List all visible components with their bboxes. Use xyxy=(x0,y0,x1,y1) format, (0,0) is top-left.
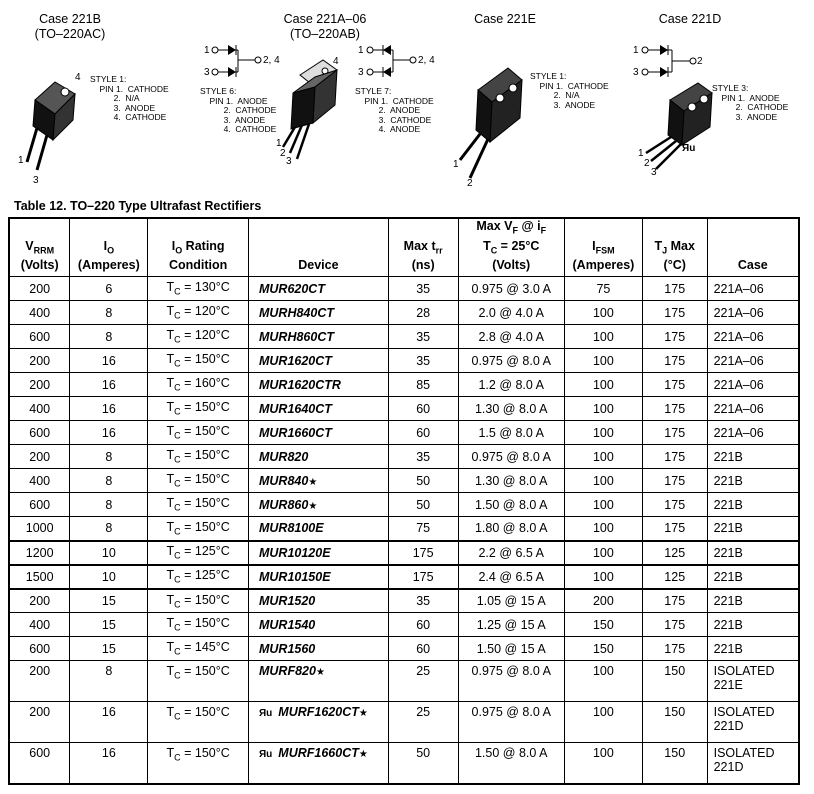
device-cell: MUR620CT xyxy=(248,277,388,301)
style-3-legend: STYLE 3: PIN 1. ANODE 2. CATHODE 3. ANODE xyxy=(712,83,789,122)
tj-cell: 175 xyxy=(642,613,707,637)
star-icon: ★ xyxy=(315,667,325,678)
table-row xyxy=(9,637,799,661)
trr-cell: 35 xyxy=(388,445,458,469)
case-221e-title: Case 221E xyxy=(474,12,536,26)
ifsm-cell: 100 xyxy=(564,743,642,784)
condition-cell: $T_C = 150^\circ C$ xyxy=(148,349,249,373)
ifsm-cell: 75 xyxy=(564,277,642,301)
table-row xyxy=(9,445,799,469)
ul-recognized-icon: Яu xyxy=(258,708,273,719)
device-cell: MUR1640CT xyxy=(248,397,388,421)
star-icon: ★ xyxy=(358,708,368,719)
condition-cell: $T_C = 125^\circ C$ xyxy=(148,565,249,589)
star-icon: ★ xyxy=(358,749,368,760)
style-6-legend: STYLE 6: PIN 1. ANODE 2. CATHODE 3. ANODE 4. CATHODE xyxy=(200,86,277,134)
vf-cell: 1.30 @ 8.0 A xyxy=(458,397,564,421)
col-vrrm: $V_{RRM}$ (Volts) xyxy=(9,218,70,277)
ifsm-cell: 100 xyxy=(564,493,642,517)
to220ac-package-drawing xyxy=(15,70,85,180)
style6-pin3: 3 xyxy=(204,67,210,78)
table-row xyxy=(9,517,799,541)
trr-cell: 175 xyxy=(388,541,458,565)
tj-cell: 175 xyxy=(642,301,707,325)
device-cell: MUR1620CT xyxy=(248,349,388,373)
style-7-legend: STYLE 7: PIN 1. CATHODE 2. ANODE 3. CATHODE 4. ANODE xyxy=(355,86,434,134)
condition-cell: $T_C = 120^\circ C$ xyxy=(148,301,249,325)
vf-cell: 2.8 @ 4.0 A xyxy=(458,325,564,349)
trr-cell: 35 xyxy=(388,349,458,373)
device-cell: MURF820★ xyxy=(248,661,388,702)
device-cell: MUR1620CTR xyxy=(248,373,388,397)
condition-cell: $T_C = 160^\circ C$ xyxy=(148,373,249,397)
case-cell: ISOLATED 221E xyxy=(707,661,799,702)
pin-3-label: 3 xyxy=(33,175,39,186)
style3-pin1: 1 xyxy=(633,45,639,56)
table-row xyxy=(9,589,799,613)
pkg221d-pin3: 3 xyxy=(651,167,657,178)
io-cell: 10 xyxy=(70,565,148,589)
io-cell: 15 xyxy=(70,637,148,661)
device-cell: MURH840CT xyxy=(248,301,388,325)
device-cell: Яu MURF1660CT★ xyxy=(248,743,388,784)
rectifier-table xyxy=(8,217,800,785)
table-row xyxy=(9,325,799,349)
io-cell: 10 xyxy=(70,541,148,565)
ifsm-cell: 100 xyxy=(564,661,642,702)
table-row xyxy=(9,301,799,325)
tj-cell: 150 xyxy=(642,743,707,784)
pkg221e-pin1: 1 xyxy=(453,159,459,170)
vrrm-cell: 200 xyxy=(9,277,70,301)
condition-cell: $T_C = 150^\circ C$ xyxy=(148,613,249,637)
case-cell: 221B xyxy=(707,613,799,637)
trr-cell: 50 xyxy=(388,493,458,517)
tj-cell: 175 xyxy=(642,373,707,397)
star-icon: ★ xyxy=(308,500,318,512)
io-cell: 16 xyxy=(70,349,148,373)
trr-cell: 35 xyxy=(388,589,458,613)
vrrm-cell: 400 xyxy=(9,469,70,493)
tj-cell: 175 xyxy=(642,349,707,373)
case-221b-title: Case 221B (TO–220AC) xyxy=(34,12,106,41)
case-cell: 221B xyxy=(707,541,799,565)
io-cell: 15 xyxy=(70,613,148,637)
device-cell: MURH860CT xyxy=(248,325,388,349)
table-row xyxy=(9,493,799,517)
tj-cell: 175 xyxy=(642,517,707,541)
case-221a-title: Case 221A–06 (TO–220AB) xyxy=(283,12,367,41)
vf-cell: 0.975 @ 8.0 A xyxy=(458,445,564,469)
table-row xyxy=(9,397,799,421)
trr-cell: 60 xyxy=(388,637,458,661)
ifsm-cell: 100 xyxy=(564,702,642,743)
condition-cell: $T_C = 120^\circ C$ xyxy=(148,325,249,349)
vrrm-cell: 200 xyxy=(9,661,70,702)
tj-cell: 125 xyxy=(642,541,707,565)
ifsm-cell: 100 xyxy=(564,349,642,373)
case-221d-title: Case 221D xyxy=(658,12,722,26)
pkg221d-pin2: 2 xyxy=(644,158,650,169)
case-cell: 221A–06 xyxy=(707,421,799,445)
table-row xyxy=(9,469,799,493)
table-row xyxy=(9,743,799,784)
case-cell: ISOLATED 221D xyxy=(707,743,799,784)
to220ab-package-drawing xyxy=(275,55,350,170)
vf-cell: 2.2 @ 6.5 A xyxy=(458,541,564,565)
vf-cell: 1.5 @ 8.0 A xyxy=(458,421,564,445)
device-cell: MUR8100E xyxy=(248,517,388,541)
device-cell: MUR10120E xyxy=(248,541,388,565)
vrrm-cell: 600 xyxy=(9,493,70,517)
case-cell: 221A–06 xyxy=(707,349,799,373)
vrrm-cell: 400 xyxy=(9,301,70,325)
device-cell: MUR1520 xyxy=(248,589,388,613)
style6-pin24: 2, 4 xyxy=(263,55,280,66)
case-cell: 221B xyxy=(707,589,799,613)
io-cell: 8 xyxy=(70,493,148,517)
vf-cell: 1.25 @ 15 A xyxy=(458,613,564,637)
vrrm-cell: 200 xyxy=(9,373,70,397)
device-cell: MUR1660CT xyxy=(248,421,388,445)
table-row xyxy=(9,373,799,397)
io-cell: 8 xyxy=(70,325,148,349)
vf-cell: 2.0 @ 4.0 A xyxy=(458,301,564,325)
pin-1-label: 1 xyxy=(18,155,24,166)
trr-cell: 50 xyxy=(388,469,458,493)
trr-cell: 175 xyxy=(388,565,458,589)
condition-cell: $T_C = 150^\circ C$ xyxy=(148,493,249,517)
ifsm-cell: 100 xyxy=(564,301,642,325)
tj-cell: 125 xyxy=(642,565,707,589)
io-cell: 16 xyxy=(70,397,148,421)
pkg221e-pin2: 2 xyxy=(467,178,473,189)
col-ifsm: $I_{FSM}$ (Amperes) xyxy=(564,218,642,277)
ifsm-cell: 100 xyxy=(564,565,642,589)
style7-pin1: 1 xyxy=(358,45,364,56)
vrrm-cell: 600 xyxy=(9,637,70,661)
col-trr: Max $t_{rr}$ (ns) xyxy=(388,218,458,277)
case-cell: 221B xyxy=(707,637,799,661)
trr-cell: 60 xyxy=(388,421,458,445)
trr-cell: 60 xyxy=(388,397,458,421)
trr-cell: 35 xyxy=(388,277,458,301)
ifsm-cell: 100 xyxy=(564,517,642,541)
vrrm-cell: 200 xyxy=(9,589,70,613)
vrrm-cell: 200 xyxy=(9,445,70,469)
star-icon: ★ xyxy=(308,476,318,488)
io-cell: 8 xyxy=(70,301,148,325)
table-title: Table 12. TO–220 Type Ultrafast Rectifiers xyxy=(14,199,262,213)
trr-cell: 28 xyxy=(388,301,458,325)
style7-pin3: 3 xyxy=(358,67,364,78)
table-row xyxy=(9,565,799,589)
device-cell: MUR1540 xyxy=(248,613,388,637)
vrrm-cell: 200 xyxy=(9,702,70,743)
vrrm-cell: 600 xyxy=(9,421,70,445)
table-row xyxy=(9,349,799,373)
case-cell: 221B xyxy=(707,493,799,517)
vf-cell: 0.975 @ 8.0 A xyxy=(458,349,564,373)
tj-cell: 175 xyxy=(642,277,707,301)
ul-recognized-icon: Яu xyxy=(258,749,273,760)
vf-cell: 0.975 @ 8.0 A xyxy=(458,702,564,743)
col-io-rating: $I_O$ Rating Condition xyxy=(148,218,249,277)
vrrm-cell: 200 xyxy=(9,349,70,373)
vrrm-cell: 1500 xyxy=(9,565,70,589)
table-row xyxy=(9,702,799,743)
to220-isolated-221e-drawing xyxy=(450,60,530,185)
trr-cell: 35 xyxy=(388,325,458,349)
trr-cell: 25 xyxy=(388,702,458,743)
col-io: $I_O$ (Amperes) xyxy=(70,218,148,277)
ul-recognized-icon: Яu xyxy=(682,143,696,154)
device-cell: MUR840★ xyxy=(248,469,388,493)
condition-cell: $T_C = 150^\circ C$ xyxy=(148,702,249,743)
device-cell: MUR820 xyxy=(248,445,388,469)
condition-cell: $T_C = 145^\circ C$ xyxy=(148,637,249,661)
condition-cell: $T_C = 150^\circ C$ xyxy=(148,661,249,702)
table-row xyxy=(9,541,799,565)
ifsm-cell: 100 xyxy=(564,469,642,493)
vf-cell: 1.50 @ 8.0 A xyxy=(458,493,564,517)
ifsm-cell: 100 xyxy=(564,445,642,469)
pkg221a-pin1: 1 xyxy=(276,138,282,149)
trr-cell: 60 xyxy=(388,613,458,637)
case-cell: 221A–06 xyxy=(707,325,799,349)
vf-cell: 1.50 @ 8.0 A xyxy=(458,743,564,784)
tj-cell: 175 xyxy=(642,325,707,349)
ifsm-cell: 200 xyxy=(564,589,642,613)
ifsm-cell: 100 xyxy=(564,325,642,349)
case-cell: 221B xyxy=(707,469,799,493)
vf-cell: 1.05 @ 15 A xyxy=(458,589,564,613)
vrrm-cell: 1000 xyxy=(9,517,70,541)
trr-cell: 85 xyxy=(388,373,458,397)
vf-cell: 1.50 @ 15 A xyxy=(458,637,564,661)
style7-pin24: 2, 4 xyxy=(418,55,435,66)
vrrm-cell: 400 xyxy=(9,397,70,421)
device-cell: MUR860★ xyxy=(248,493,388,517)
case-cell: 221A–06 xyxy=(707,373,799,397)
ifsm-cell: 150 xyxy=(564,637,642,661)
condition-cell: $T_C = 150^\circ C$ xyxy=(148,445,249,469)
ifsm-cell: 150 xyxy=(564,613,642,637)
io-cell: 16 xyxy=(70,743,148,784)
vrrm-cell: 600 xyxy=(9,743,70,784)
pkg221a-pin3: 3 xyxy=(286,156,292,167)
tj-cell: 175 xyxy=(642,397,707,421)
io-cell: 16 xyxy=(70,702,148,743)
col-vf: Max $V_F$ @ $i_F$ $T_C = 25^\circ C$ (Volts) xyxy=(458,218,564,277)
vf-cell: 0.975 @ 3.0 A xyxy=(458,277,564,301)
condition-cell: $T_C = 150^\circ C$ xyxy=(148,743,249,784)
io-cell: 8 xyxy=(70,517,148,541)
style6-pin1: 1 xyxy=(204,45,210,56)
pkg221a-pin2: 2 xyxy=(280,148,286,159)
device-cell: Яu MURF1620CT★ xyxy=(248,702,388,743)
trr-cell: 75 xyxy=(388,517,458,541)
tj-cell: 150 xyxy=(642,702,707,743)
vf-cell: 2.4 @ 6.5 A xyxy=(458,565,564,589)
vf-cell: 1.30 @ 8.0 A xyxy=(458,469,564,493)
tj-cell: 175 xyxy=(642,445,707,469)
vrrm-cell: 1200 xyxy=(9,541,70,565)
condition-cell: $T_C = 150^\circ C$ xyxy=(148,421,249,445)
io-cell: 8 xyxy=(70,661,148,702)
tj-cell: 175 xyxy=(642,637,707,661)
condition-cell: $T_C = 125^\circ C$ xyxy=(148,541,249,565)
trr-cell: 50 xyxy=(388,743,458,784)
io-cell: 16 xyxy=(70,373,148,397)
vrrm-cell: 600 xyxy=(9,325,70,349)
io-cell: 6 xyxy=(70,277,148,301)
tj-cell: 175 xyxy=(642,421,707,445)
pkg221a-pin4: 4 xyxy=(333,56,339,67)
io-cell: 8 xyxy=(70,469,148,493)
pin-4-label: 4 xyxy=(75,72,81,83)
condition-cell: $T_C = 150^\circ C$ xyxy=(148,397,249,421)
col-device: Device xyxy=(248,218,388,277)
case-cell: 221B xyxy=(707,565,799,589)
io-cell: 15 xyxy=(70,589,148,613)
pkg221d-pin1: 1 xyxy=(638,148,644,159)
io-cell: 16 xyxy=(70,421,148,445)
ifsm-cell: 100 xyxy=(564,373,642,397)
table-row xyxy=(9,613,799,637)
ifsm-cell: 100 xyxy=(564,541,642,565)
table-row xyxy=(9,277,799,301)
trr-cell: 25 xyxy=(388,661,458,702)
vf-cell: 1.2 @ 8.0 A xyxy=(458,373,564,397)
condition-cell: $T_C = 150^\circ C$ xyxy=(148,469,249,493)
tj-cell: 150 xyxy=(642,661,707,702)
tj-cell: 175 xyxy=(642,493,707,517)
case-cell: 221B xyxy=(707,445,799,469)
case-cell: 221A–06 xyxy=(707,277,799,301)
style-1-legend: STYLE 1: PIN 1. CATHODE 2. N/A 3. ANODE 4. CATHODE xyxy=(90,74,169,122)
col-tj: $T_J$ Max (°C) xyxy=(642,218,707,277)
tj-cell: 175 xyxy=(642,589,707,613)
device-cell: MUR1560 xyxy=(248,637,388,661)
tj-cell: 175 xyxy=(642,469,707,493)
table-row xyxy=(9,421,799,445)
condition-cell: $T_C = 150^\circ C$ xyxy=(148,589,249,613)
device-cell: MUR10150E xyxy=(248,565,388,589)
vrrm-cell: 400 xyxy=(9,613,70,637)
case-cell: 221A–06 xyxy=(707,301,799,325)
table-row xyxy=(9,661,799,702)
style-1-legend-221e: STYLE 1: PIN 1. CATHODE 2. N/A 3. ANODE xyxy=(530,71,609,110)
case-cell: 221B xyxy=(707,517,799,541)
col-case: Case xyxy=(707,218,799,277)
vf-cell: 1.80 @ 8.0 A xyxy=(458,517,564,541)
style3-pin2: 2 xyxy=(697,56,703,67)
case-cell: ISOLATED 221D xyxy=(707,702,799,743)
vf-cell: 0.975 @ 8.0 A xyxy=(458,661,564,702)
style3-pin3: 3 xyxy=(633,67,639,78)
condition-cell: $T_C = 130^\circ C$ xyxy=(148,277,249,301)
case-cell: 221A–06 xyxy=(707,397,799,421)
io-cell: 8 xyxy=(70,445,148,469)
ifsm-cell: 100 xyxy=(564,397,642,421)
condition-cell: $T_C = 150^\circ C$ xyxy=(148,517,249,541)
ifsm-cell: 100 xyxy=(564,421,642,445)
